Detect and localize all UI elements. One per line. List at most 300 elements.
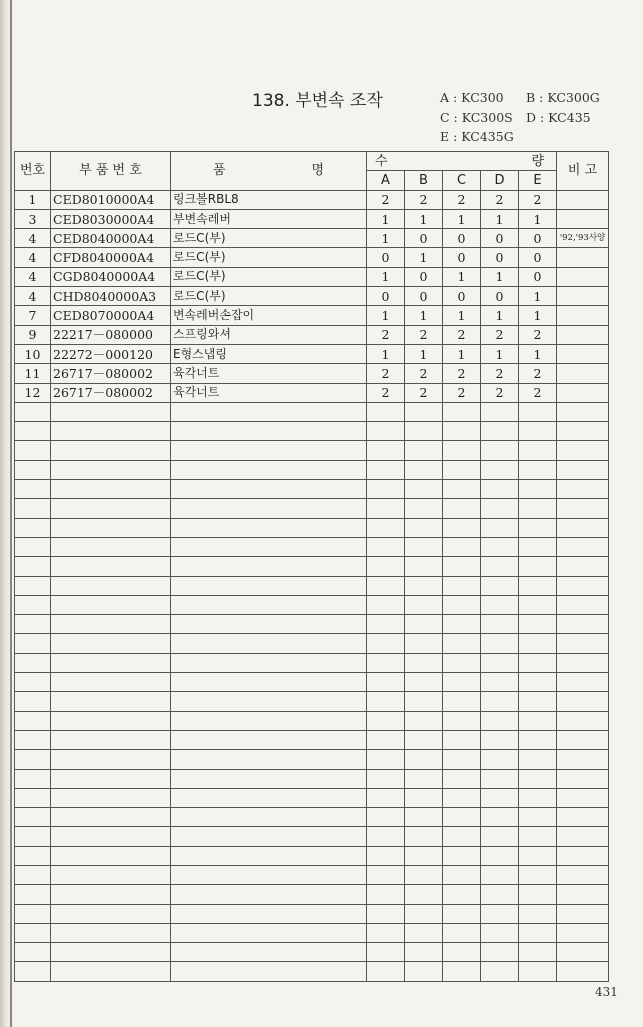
empty-row xyxy=(15,441,609,460)
model-legend-row xyxy=(440,88,600,108)
empty-cell xyxy=(519,962,557,981)
empty-cell xyxy=(405,865,443,884)
qty-cell: 2 xyxy=(519,383,557,402)
empty-cell xyxy=(405,943,443,962)
part-number: CFD8040000A4 xyxy=(51,248,171,267)
empty-cell xyxy=(15,692,51,711)
empty-cell xyxy=(367,730,405,749)
qty-cell: 2 xyxy=(519,364,557,383)
empty-cell xyxy=(367,904,405,923)
empty-row xyxy=(15,846,609,865)
empty-cell xyxy=(171,904,367,923)
remarks-cell xyxy=(557,364,609,383)
empty-cell xyxy=(51,692,171,711)
row-number: 10 xyxy=(15,344,51,363)
qty-cell: 2 xyxy=(367,383,405,402)
empty-cell xyxy=(15,402,51,421)
empty-cell xyxy=(405,576,443,595)
qty-cell: 0 xyxy=(405,267,443,286)
part-name: E형스냅링 xyxy=(171,344,367,363)
qty-cell: 1 xyxy=(481,306,519,325)
empty-cell xyxy=(443,595,481,614)
qty-cell: 1 xyxy=(481,267,519,286)
empty-row xyxy=(15,962,609,981)
empty-cell xyxy=(367,480,405,499)
empty-cell xyxy=(405,846,443,865)
empty-cell xyxy=(405,808,443,827)
empty-cell xyxy=(15,653,51,672)
empty-cell xyxy=(15,518,51,537)
empty-cell xyxy=(171,885,367,904)
empty-cell xyxy=(557,750,609,769)
empty-cell xyxy=(557,557,609,576)
empty-cell xyxy=(51,827,171,846)
empty-row xyxy=(15,537,609,556)
empty-cell xyxy=(405,769,443,788)
empty-cell xyxy=(171,480,367,499)
empty-cell xyxy=(405,885,443,904)
part-name: 로드C(부) xyxy=(171,229,367,248)
empty-cell xyxy=(405,962,443,981)
empty-cell xyxy=(519,441,557,460)
empty-cell xyxy=(51,499,171,518)
empty-cell xyxy=(557,402,609,421)
empty-cell xyxy=(443,788,481,807)
qty-cell: 1 xyxy=(519,306,557,325)
empty-cell xyxy=(443,962,481,981)
empty-cell xyxy=(171,769,367,788)
empty-row xyxy=(15,402,609,421)
empty-cell xyxy=(15,576,51,595)
empty-cell xyxy=(171,653,367,672)
empty-cell xyxy=(51,441,171,460)
empty-cell xyxy=(481,711,519,730)
empty-cell xyxy=(481,904,519,923)
qty-cell: 2 xyxy=(481,190,519,209)
part-name: 부변속레버 xyxy=(171,209,367,228)
table-row xyxy=(15,267,609,286)
empty-row xyxy=(15,692,609,711)
qty-cell: 1 xyxy=(443,306,481,325)
empty-cell xyxy=(171,923,367,942)
empty-cell xyxy=(51,885,171,904)
part-name: 스프링와셔 xyxy=(171,325,367,344)
empty-cell xyxy=(519,499,557,518)
empty-cell xyxy=(481,402,519,421)
empty-cell xyxy=(15,537,51,556)
header-name-2: 명 xyxy=(311,163,324,179)
empty-cell xyxy=(171,634,367,653)
empty-cell xyxy=(171,827,367,846)
qty-cell: 0 xyxy=(519,229,557,248)
part-number: 22217－080000 xyxy=(51,325,171,344)
empty-cell xyxy=(481,595,519,614)
empty-cell xyxy=(519,634,557,653)
empty-cell xyxy=(405,788,443,807)
header-qty-1: 수 xyxy=(375,153,388,169)
header-part-no: 부 품 번 호 xyxy=(51,152,171,191)
empty-cell xyxy=(481,499,519,518)
empty-cell xyxy=(443,750,481,769)
empty-row xyxy=(15,750,609,769)
empty-cell xyxy=(481,441,519,460)
empty-row xyxy=(15,653,609,672)
empty-cell xyxy=(15,634,51,653)
empty-cell xyxy=(171,962,367,981)
empty-cell xyxy=(367,460,405,479)
empty-cell xyxy=(367,808,405,827)
empty-cell xyxy=(15,460,51,479)
remarks-cell xyxy=(557,267,609,286)
empty-cell xyxy=(481,750,519,769)
empty-cell xyxy=(519,422,557,441)
empty-row xyxy=(15,885,609,904)
empty-cell xyxy=(443,769,481,788)
qty-cell: 2 xyxy=(443,364,481,383)
empty-cell xyxy=(51,460,171,479)
empty-cell xyxy=(15,673,51,692)
empty-cell xyxy=(481,730,519,749)
empty-cell xyxy=(51,846,171,865)
empty-cell xyxy=(51,750,171,769)
empty-cell xyxy=(51,923,171,942)
empty-cell xyxy=(443,943,481,962)
header-col-e: E xyxy=(519,171,557,190)
empty-cell xyxy=(367,923,405,942)
qty-cell: 1 xyxy=(443,209,481,228)
qty-cell: 1 xyxy=(481,209,519,228)
empty-cell xyxy=(15,885,51,904)
empty-cell xyxy=(557,788,609,807)
empty-cell xyxy=(367,827,405,846)
qty-cell: 2 xyxy=(367,364,405,383)
empty-cell xyxy=(171,537,367,556)
header-remarks: 비 고 xyxy=(557,152,609,191)
empty-cell xyxy=(481,557,519,576)
empty-cell xyxy=(367,653,405,672)
qty-cell: 2 xyxy=(405,190,443,209)
empty-cell xyxy=(171,711,367,730)
part-number: 26717－080002 xyxy=(51,364,171,383)
empty-cell xyxy=(51,537,171,556)
qty-cell: 2 xyxy=(367,325,405,344)
empty-cell xyxy=(557,865,609,884)
qty-cell: 2 xyxy=(519,325,557,344)
row-number: 4 xyxy=(15,267,51,286)
empty-cell xyxy=(367,885,405,904)
empty-cell xyxy=(519,769,557,788)
remarks-cell xyxy=(557,306,609,325)
empty-cell xyxy=(519,480,557,499)
empty-cell xyxy=(443,711,481,730)
empty-cell xyxy=(51,788,171,807)
empty-cell xyxy=(443,615,481,634)
empty-cell xyxy=(443,846,481,865)
empty-cell xyxy=(171,615,367,634)
empty-cell xyxy=(557,615,609,634)
empty-cell xyxy=(557,653,609,672)
empty-cell xyxy=(405,904,443,923)
empty-cell xyxy=(557,711,609,730)
empty-row xyxy=(15,615,609,634)
empty-cell xyxy=(171,441,367,460)
model-legend-row xyxy=(440,108,600,128)
qty-cell: 2 xyxy=(481,364,519,383)
empty-cell xyxy=(367,557,405,576)
model-e-label: E : KC435G xyxy=(440,129,514,144)
empty-cell xyxy=(481,943,519,962)
empty-cell xyxy=(367,692,405,711)
empty-cell xyxy=(51,402,171,421)
qty-cell: 2 xyxy=(443,383,481,402)
empty-cell xyxy=(557,441,609,460)
qty-cell: 1 xyxy=(367,229,405,248)
empty-cell xyxy=(443,865,481,884)
remarks-cell xyxy=(557,190,609,209)
empty-cell xyxy=(443,634,481,653)
header-row xyxy=(15,152,609,171)
empty-cell xyxy=(405,557,443,576)
header-qty xyxy=(367,152,557,171)
empty-cell xyxy=(481,885,519,904)
model-c-label: C : KC300S xyxy=(440,109,513,125)
empty-cell xyxy=(443,518,481,537)
header-name xyxy=(171,152,367,191)
qty-cell: 1 xyxy=(367,267,405,286)
qty-cell: 2 xyxy=(443,190,481,209)
empty-cell xyxy=(15,422,51,441)
empty-row xyxy=(15,769,609,788)
empty-cell xyxy=(15,615,51,634)
empty-cell xyxy=(443,460,481,479)
empty-row xyxy=(15,943,609,962)
empty-cell xyxy=(557,827,609,846)
empty-cell xyxy=(519,595,557,614)
empty-cell xyxy=(519,808,557,827)
empty-cell xyxy=(171,750,367,769)
qty-cell: 1 xyxy=(519,287,557,306)
empty-row xyxy=(15,730,609,749)
empty-cell xyxy=(557,846,609,865)
empty-cell xyxy=(405,750,443,769)
table-row xyxy=(15,209,609,228)
row-number: 9 xyxy=(15,325,51,344)
empty-cell xyxy=(557,537,609,556)
empty-cell xyxy=(519,692,557,711)
table-row xyxy=(15,190,609,209)
empty-cell xyxy=(15,788,51,807)
empty-cell xyxy=(443,673,481,692)
empty-cell xyxy=(557,904,609,923)
empty-cell xyxy=(519,904,557,923)
empty-cell xyxy=(15,750,51,769)
empty-cell xyxy=(557,634,609,653)
empty-cell xyxy=(51,769,171,788)
empty-cell xyxy=(405,480,443,499)
empty-cell xyxy=(51,904,171,923)
empty-cell xyxy=(15,730,51,749)
empty-cell xyxy=(171,673,367,692)
empty-row xyxy=(15,480,609,499)
empty-cell xyxy=(15,595,51,614)
empty-cell xyxy=(443,480,481,499)
model-b-label: B : KC300G xyxy=(526,90,600,105)
empty-cell xyxy=(367,595,405,614)
empty-cell xyxy=(405,634,443,653)
empty-cell xyxy=(51,595,171,614)
empty-row xyxy=(15,788,609,807)
empty-cell xyxy=(405,692,443,711)
header-no: 번호 xyxy=(15,152,51,191)
empty-cell xyxy=(557,480,609,499)
qty-cell: 0 xyxy=(519,267,557,286)
part-name: 로드C(부) xyxy=(171,248,367,267)
empty-cell xyxy=(443,402,481,421)
qty-cell: 1 xyxy=(443,344,481,363)
empty-cell xyxy=(481,846,519,865)
empty-cell xyxy=(51,576,171,595)
empty-cell xyxy=(15,846,51,865)
empty-cell xyxy=(519,885,557,904)
empty-cell xyxy=(519,402,557,421)
qty-cell: 2 xyxy=(443,325,481,344)
parts-table-body xyxy=(15,190,609,981)
empty-cell xyxy=(519,518,557,537)
qty-cell: 2 xyxy=(519,190,557,209)
empty-cell xyxy=(51,730,171,749)
remarks-cell xyxy=(557,209,609,228)
empty-cell xyxy=(443,730,481,749)
qty-cell: 0 xyxy=(481,248,519,267)
part-number: CED8040000A4 xyxy=(51,229,171,248)
part-name: 로드C(부) xyxy=(171,287,367,306)
row-number: 4 xyxy=(15,248,51,267)
empty-cell xyxy=(171,595,367,614)
qty-cell: 1 xyxy=(443,267,481,286)
empty-cell xyxy=(481,518,519,537)
empty-cell xyxy=(51,615,171,634)
empty-cell xyxy=(171,499,367,518)
header-qty-2: 량 xyxy=(531,153,545,169)
empty-cell xyxy=(557,808,609,827)
qty-cell: 0 xyxy=(519,248,557,267)
qty-cell: 2 xyxy=(405,325,443,344)
remarks-cell xyxy=(557,383,609,402)
empty-cell xyxy=(481,537,519,556)
empty-cell xyxy=(15,865,51,884)
empty-cell xyxy=(171,788,367,807)
empty-cell xyxy=(171,576,367,595)
empty-cell xyxy=(557,769,609,788)
part-number: CGD8040000A4 xyxy=(51,267,171,286)
part-number: CED8030000A4 xyxy=(51,209,171,228)
empty-cell xyxy=(367,788,405,807)
empty-cell xyxy=(481,827,519,846)
empty-cell xyxy=(15,711,51,730)
empty-row xyxy=(15,518,609,537)
empty-row xyxy=(15,576,609,595)
qty-cell: 0 xyxy=(367,287,405,306)
empty-cell xyxy=(367,422,405,441)
qty-cell: 0 xyxy=(405,287,443,306)
empty-cell xyxy=(15,499,51,518)
empty-cell xyxy=(519,537,557,556)
empty-cell xyxy=(171,808,367,827)
empty-cell xyxy=(405,673,443,692)
row-number: 3 xyxy=(15,209,51,228)
empty-cell xyxy=(481,769,519,788)
empty-cell xyxy=(15,441,51,460)
header-name-wrap xyxy=(173,162,364,179)
empty-cell xyxy=(481,634,519,653)
empty-cell xyxy=(481,615,519,634)
qty-cell: 0 xyxy=(443,287,481,306)
empty-cell xyxy=(405,402,443,421)
empty-row xyxy=(15,904,609,923)
remarks-cell: '92,'93사양 xyxy=(557,229,609,248)
row-number: 1 xyxy=(15,190,51,209)
empty-cell xyxy=(557,499,609,518)
empty-cell xyxy=(171,518,367,537)
empty-cell xyxy=(171,730,367,749)
part-number: 26717－080002 xyxy=(51,383,171,402)
qty-cell: 1 xyxy=(519,344,557,363)
empty-cell xyxy=(51,943,171,962)
empty-cell xyxy=(443,885,481,904)
remarks-cell xyxy=(557,325,609,344)
row-number: 4 xyxy=(15,287,51,306)
table-row xyxy=(15,383,609,402)
empty-cell xyxy=(481,480,519,499)
part-name: 변속레버손잡이 xyxy=(171,306,367,325)
empty-cell xyxy=(481,962,519,981)
empty-cell xyxy=(443,827,481,846)
table-row xyxy=(15,325,609,344)
qty-cell: 1 xyxy=(405,248,443,267)
empty-cell xyxy=(443,904,481,923)
empty-cell xyxy=(443,557,481,576)
empty-cell xyxy=(405,499,443,518)
qty-cell: 2 xyxy=(481,383,519,402)
part-number: CHD8040000A3 xyxy=(51,287,171,306)
part-name: 링크볼RBL8 xyxy=(171,190,367,209)
empty-row xyxy=(15,499,609,518)
empty-cell xyxy=(519,730,557,749)
empty-cell xyxy=(405,730,443,749)
empty-cell xyxy=(405,422,443,441)
empty-cell xyxy=(51,711,171,730)
empty-cell xyxy=(443,692,481,711)
empty-cell xyxy=(557,576,609,595)
empty-cell xyxy=(519,865,557,884)
remarks-cell xyxy=(557,344,609,363)
model-legend-row xyxy=(440,127,600,147)
empty-cell xyxy=(519,827,557,846)
empty-cell xyxy=(367,943,405,962)
empty-cell xyxy=(15,923,51,942)
empty-cell xyxy=(557,962,609,981)
empty-cell xyxy=(443,808,481,827)
empty-cell xyxy=(51,634,171,653)
empty-cell xyxy=(405,827,443,846)
empty-cell xyxy=(15,827,51,846)
empty-cell xyxy=(481,653,519,672)
empty-cell xyxy=(519,943,557,962)
empty-cell xyxy=(443,923,481,942)
part-name: 육각너트 xyxy=(171,383,367,402)
qty-cell: 0 xyxy=(443,229,481,248)
empty-cell xyxy=(367,634,405,653)
